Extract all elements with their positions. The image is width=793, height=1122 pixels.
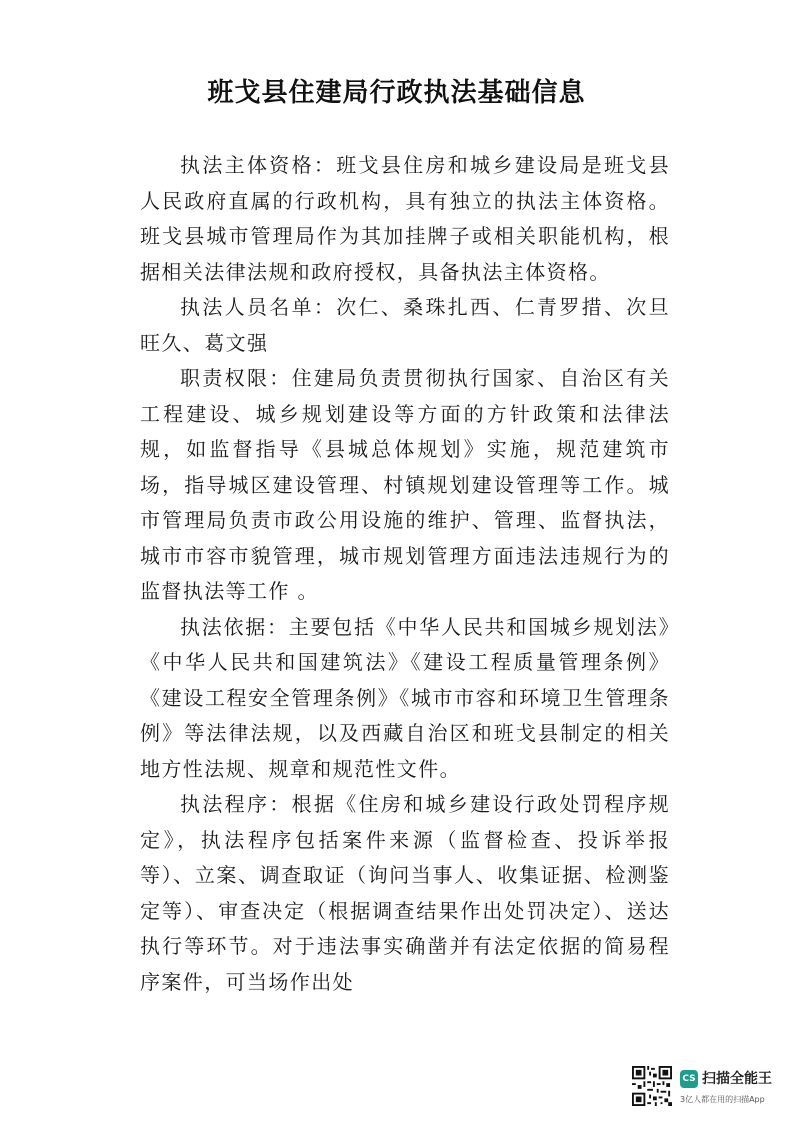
- paragraph-enforcement-procedure: 执法程序：根据《住房和城乡建设行政处罚程序规定》，执法程序包括案件来源（监督检查、投诉举报等）、立案、调查取证（询问当事人、收集证据、检测鉴定等）、审查决定（根据调查结果作出处罚决定）、送达执行等环节。对于违法事实确凿并有法定依据的简易程序案件，可当场作出处: [140, 792, 670, 994]
- qr-code-icon: [632, 1066, 672, 1106]
- camscanner-logo-icon: CS: [680, 1070, 698, 1088]
- document-body: [140, 148, 670, 1000]
- camscanner-watermark: [632, 1066, 782, 1110]
- document-title: 班戈县住建局行政执法基础信息: [207, 78, 586, 108]
- paragraph-legal-basis: 执法依据：主要包括《中华人民共和国城乡规划法》《中华人民共和国建筑法》《建设工程质量管理条例》《建设工程安全管理条例》《城市市容和环境卫生管理条例》等法律法规，以及西藏自治区和班戈县制定的相关地方性法规、规章和规范性文件。: [140, 614, 670, 781]
- camscanner-brand: 扫描全能王: [702, 1071, 772, 1087]
- paragraph-enforcement-personnel: 执法人员名单：次仁、桑珠扎西、仁青罗措、次旦旺久、葛文强: [140, 295, 670, 355]
- paragraph-responsibilities: 职责权限：住建局负责贯彻执行国家、自治区有关工程建设、城乡规划建设等方面的方针政策和法律法规，如监督指导《县城总体规划》实施，规范建筑市场，指导城区建设管理、村镇规划建设管理等工作。城市管理局负责市政公用设施的维护、管理、监督执法，城市市容市貌管理，城市规划管理方面违法违规行为的监督执法等工作 。: [140, 366, 670, 603]
- camscanner-tagline: 3亿人都在用的扫描App: [680, 1095, 765, 1104]
- paragraph-enforcement-subject: 执法主体资格：班戈县住房和城乡建设局是班戈县人民政府直属的行政机构，具有独立的执法主体资格。班戈县城市管理局作为其加挂牌子或相关职能机构，根据相关法律法规和政府授权，具备执法主体资格。: [140, 153, 670, 284]
